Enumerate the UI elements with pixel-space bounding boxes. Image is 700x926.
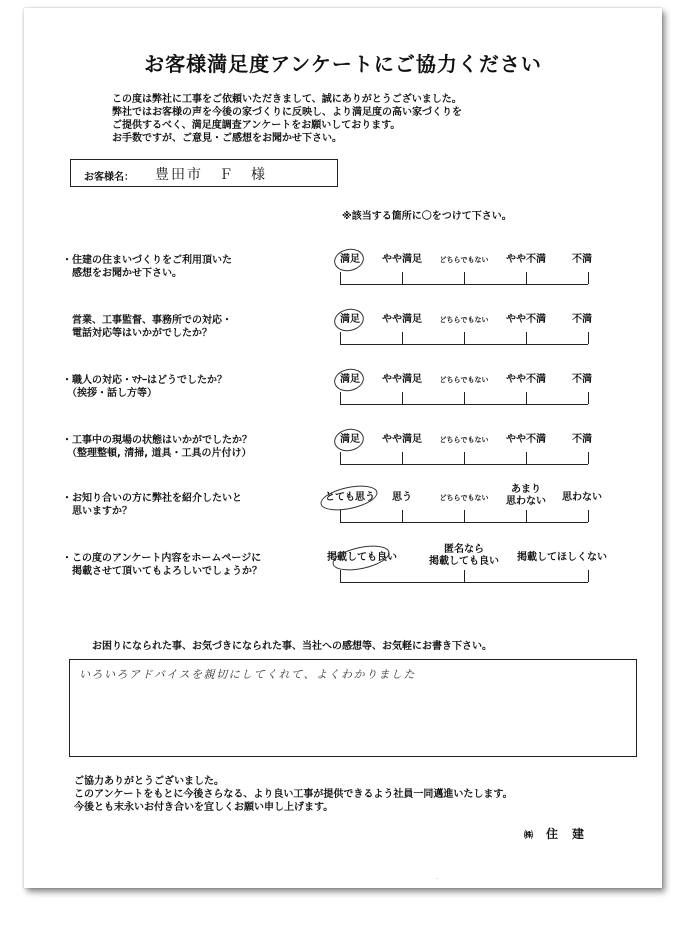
answer-option[interactable]: 匿名なら 掲載しても良い [429, 544, 499, 567]
answer-option[interactable]: 満足 [340, 314, 360, 325]
rating-scale-line [340, 344, 588, 345]
rating-scale-tick [526, 452, 527, 464]
answer-option[interactable]: どちらでもない [439, 256, 489, 264]
closing-line: このアンケートをもとに今後さらなる、より良い工事が提供できるよう社員一同邁進いたします。 [74, 789, 513, 800]
rating-scale-line [340, 284, 588, 285]
answer-option[interactable]: 掲載してほしくない [517, 552, 607, 563]
rating-scale-tick [588, 510, 589, 522]
rating-scale-tick [526, 332, 527, 344]
rating-scale-tick [464, 332, 465, 344]
rating-scale-tick [402, 452, 403, 464]
survey-title: お客様満足度アンケートにご協力ください [144, 52, 542, 76]
answer-option[interactable]: やや満足 [382, 374, 422, 385]
question-text [62, 374, 227, 400]
question-line: ・この度のアンケート内容をホームページに [62, 553, 262, 564]
rating-scale-tick [588, 570, 589, 582]
selected-answer-circle [318, 481, 379, 515]
company-corp-mark: ㈱ [524, 831, 535, 841]
company-name [524, 825, 598, 842]
rating-scale-line [340, 522, 588, 523]
selected-answer-circle [332, 426, 366, 454]
rating-scale-tick [340, 332, 341, 344]
question-line: ・工事中の現場の状態はいかがでしたか？ [62, 435, 252, 446]
question-line: 電話対応等はいかがでしたか？ [62, 328, 212, 339]
answer-option[interactable]: 満足 [340, 374, 360, 385]
answer-option[interactable]: 満足 [340, 254, 360, 265]
rating-scale-tick [464, 510, 465, 522]
answer-option[interactable]: どちらでもない [439, 494, 489, 502]
question-text [62, 254, 232, 280]
survey-sheet [24, 8, 662, 888]
question-line: ・お知り合いの方に弊社を紹介したいと [62, 493, 242, 504]
scan-speck: · [436, 876, 438, 883]
closing-text [74, 775, 513, 814]
answer-option[interactable]: どちらでもない [439, 316, 489, 324]
selected-answer-circle [332, 366, 366, 394]
answer-option[interactable]: やや不満 [506, 434, 546, 445]
rating-scale-tick [464, 392, 465, 404]
answer-option[interactable]: 不満 [572, 314, 592, 325]
rating-scale-tick [588, 332, 589, 344]
question-line: （整理整頓, 清掃, 道具・工具の片付け） [62, 448, 252, 459]
question-line: ・職人の対応・ﾏﾅｰはどうでしたか？ [62, 375, 227, 386]
comment-text: いろいろアドバイスを親切にしてくれて、よくわかりました [79, 668, 416, 681]
intro-line: お手数ですが、ご意見・ご感想をお聞かせ下さい。 [112, 133, 342, 144]
question-line: 営業、工事監督、事務所での対応・ [62, 315, 232, 326]
comment-prompt: お困りになられた事、お気づきになられた事、当社への感想等、お気軽にお書き下さい。 [92, 641, 492, 652]
question-text [62, 492, 242, 518]
answer-option[interactable]: やや不満 [506, 314, 546, 325]
answer-option[interactable]: 不満 [572, 254, 592, 265]
answer-option[interactable]: あまり 思わない [506, 484, 546, 507]
rating-scale-line [340, 464, 588, 465]
rating-scale-tick [402, 332, 403, 344]
customer-name-value: 豊田市 Ｆ 様 [155, 167, 267, 183]
answer-option[interactable]: どちらでもない [439, 376, 489, 384]
comment-box [69, 659, 637, 757]
question-line: 掲載させて頂いてもよろしいでしょうか？ [62, 566, 262, 577]
answer-option[interactable]: 不満 [572, 374, 592, 385]
answer-option[interactable]: やや満足 [382, 434, 422, 445]
question-line: 感想をお聞かせ下さい。 [62, 268, 182, 279]
selected-answer-circle [332, 246, 366, 274]
question-text [62, 314, 232, 340]
rating-scale-tick [588, 392, 589, 404]
intro-line: この度は弊社に工事をご依頼いただきまして、誠にありがとうございました。 [112, 94, 462, 105]
rating-scale-tick [402, 272, 403, 284]
closing-line: 今後とも末永いお付き合いを宜しくお願い申し上げます。 [74, 802, 334, 813]
rating-scale-tick [402, 392, 403, 404]
answer-option[interactable]: 掲載しても良い [327, 552, 397, 563]
closing-line: ご協力ありがとうございました。 [74, 776, 224, 787]
company-name-text: 住建 [546, 827, 599, 841]
rating-scale-tick [340, 510, 341, 522]
answer-option[interactable]: やや不満 [506, 374, 546, 385]
answer-option[interactable]: 思わない [562, 492, 602, 503]
answer-option[interactable]: どちらでもない [439, 436, 489, 444]
rating-scale-tick [526, 272, 527, 284]
rating-scale-line [340, 404, 588, 405]
rating-scale-tick [526, 510, 527, 522]
rating-scale-tick [588, 452, 589, 464]
answer-option[interactable]: 満足 [340, 434, 360, 445]
answer-option[interactable]: やや満足 [382, 254, 422, 265]
answer-option[interactable]: やや不満 [506, 254, 546, 265]
answer-option[interactable]: とても思う [325, 492, 375, 503]
intro-line: 弊社ではお客様の声を今後の家づくりに反映し、より満足度の高い家づくりを [112, 107, 462, 118]
rating-scale-tick [588, 272, 589, 284]
answer-option[interactable]: 思う [392, 492, 412, 503]
instruction-text: ※該当する箇所に〇をつけて下さい。 [342, 211, 512, 222]
question-line: ・住建の住まいづくりをご利用頂いた [62, 255, 232, 266]
answer-option[interactable]: やや満足 [382, 314, 422, 325]
rating-scale-tick [464, 570, 465, 582]
rating-scale-tick [340, 272, 341, 284]
rating-scale-tick [340, 570, 341, 582]
rating-scale-line [340, 582, 588, 583]
rating-scale-tick [402, 510, 403, 522]
question-text [62, 552, 262, 578]
selected-answer-circle [332, 306, 366, 334]
rating-scale-tick [340, 392, 341, 404]
rating-scale-tick [464, 272, 465, 284]
intro-text [112, 93, 462, 145]
question-text [62, 434, 252, 460]
answer-option[interactable]: 不満 [572, 434, 592, 445]
question-line: （挨拶・話し方等） [62, 388, 157, 399]
customer-name-label: お客様名： [84, 172, 134, 183]
rating-scale-tick [526, 392, 527, 404]
question-line: 思いますか？ [62, 506, 132, 517]
customer-name-box [70, 159, 338, 187]
rating-scale-tick [464, 452, 465, 464]
rating-scale-tick [340, 452, 341, 464]
intro-line: ご提供するべく、満足度調査アンケートをお願いしております。 [112, 120, 401, 131]
